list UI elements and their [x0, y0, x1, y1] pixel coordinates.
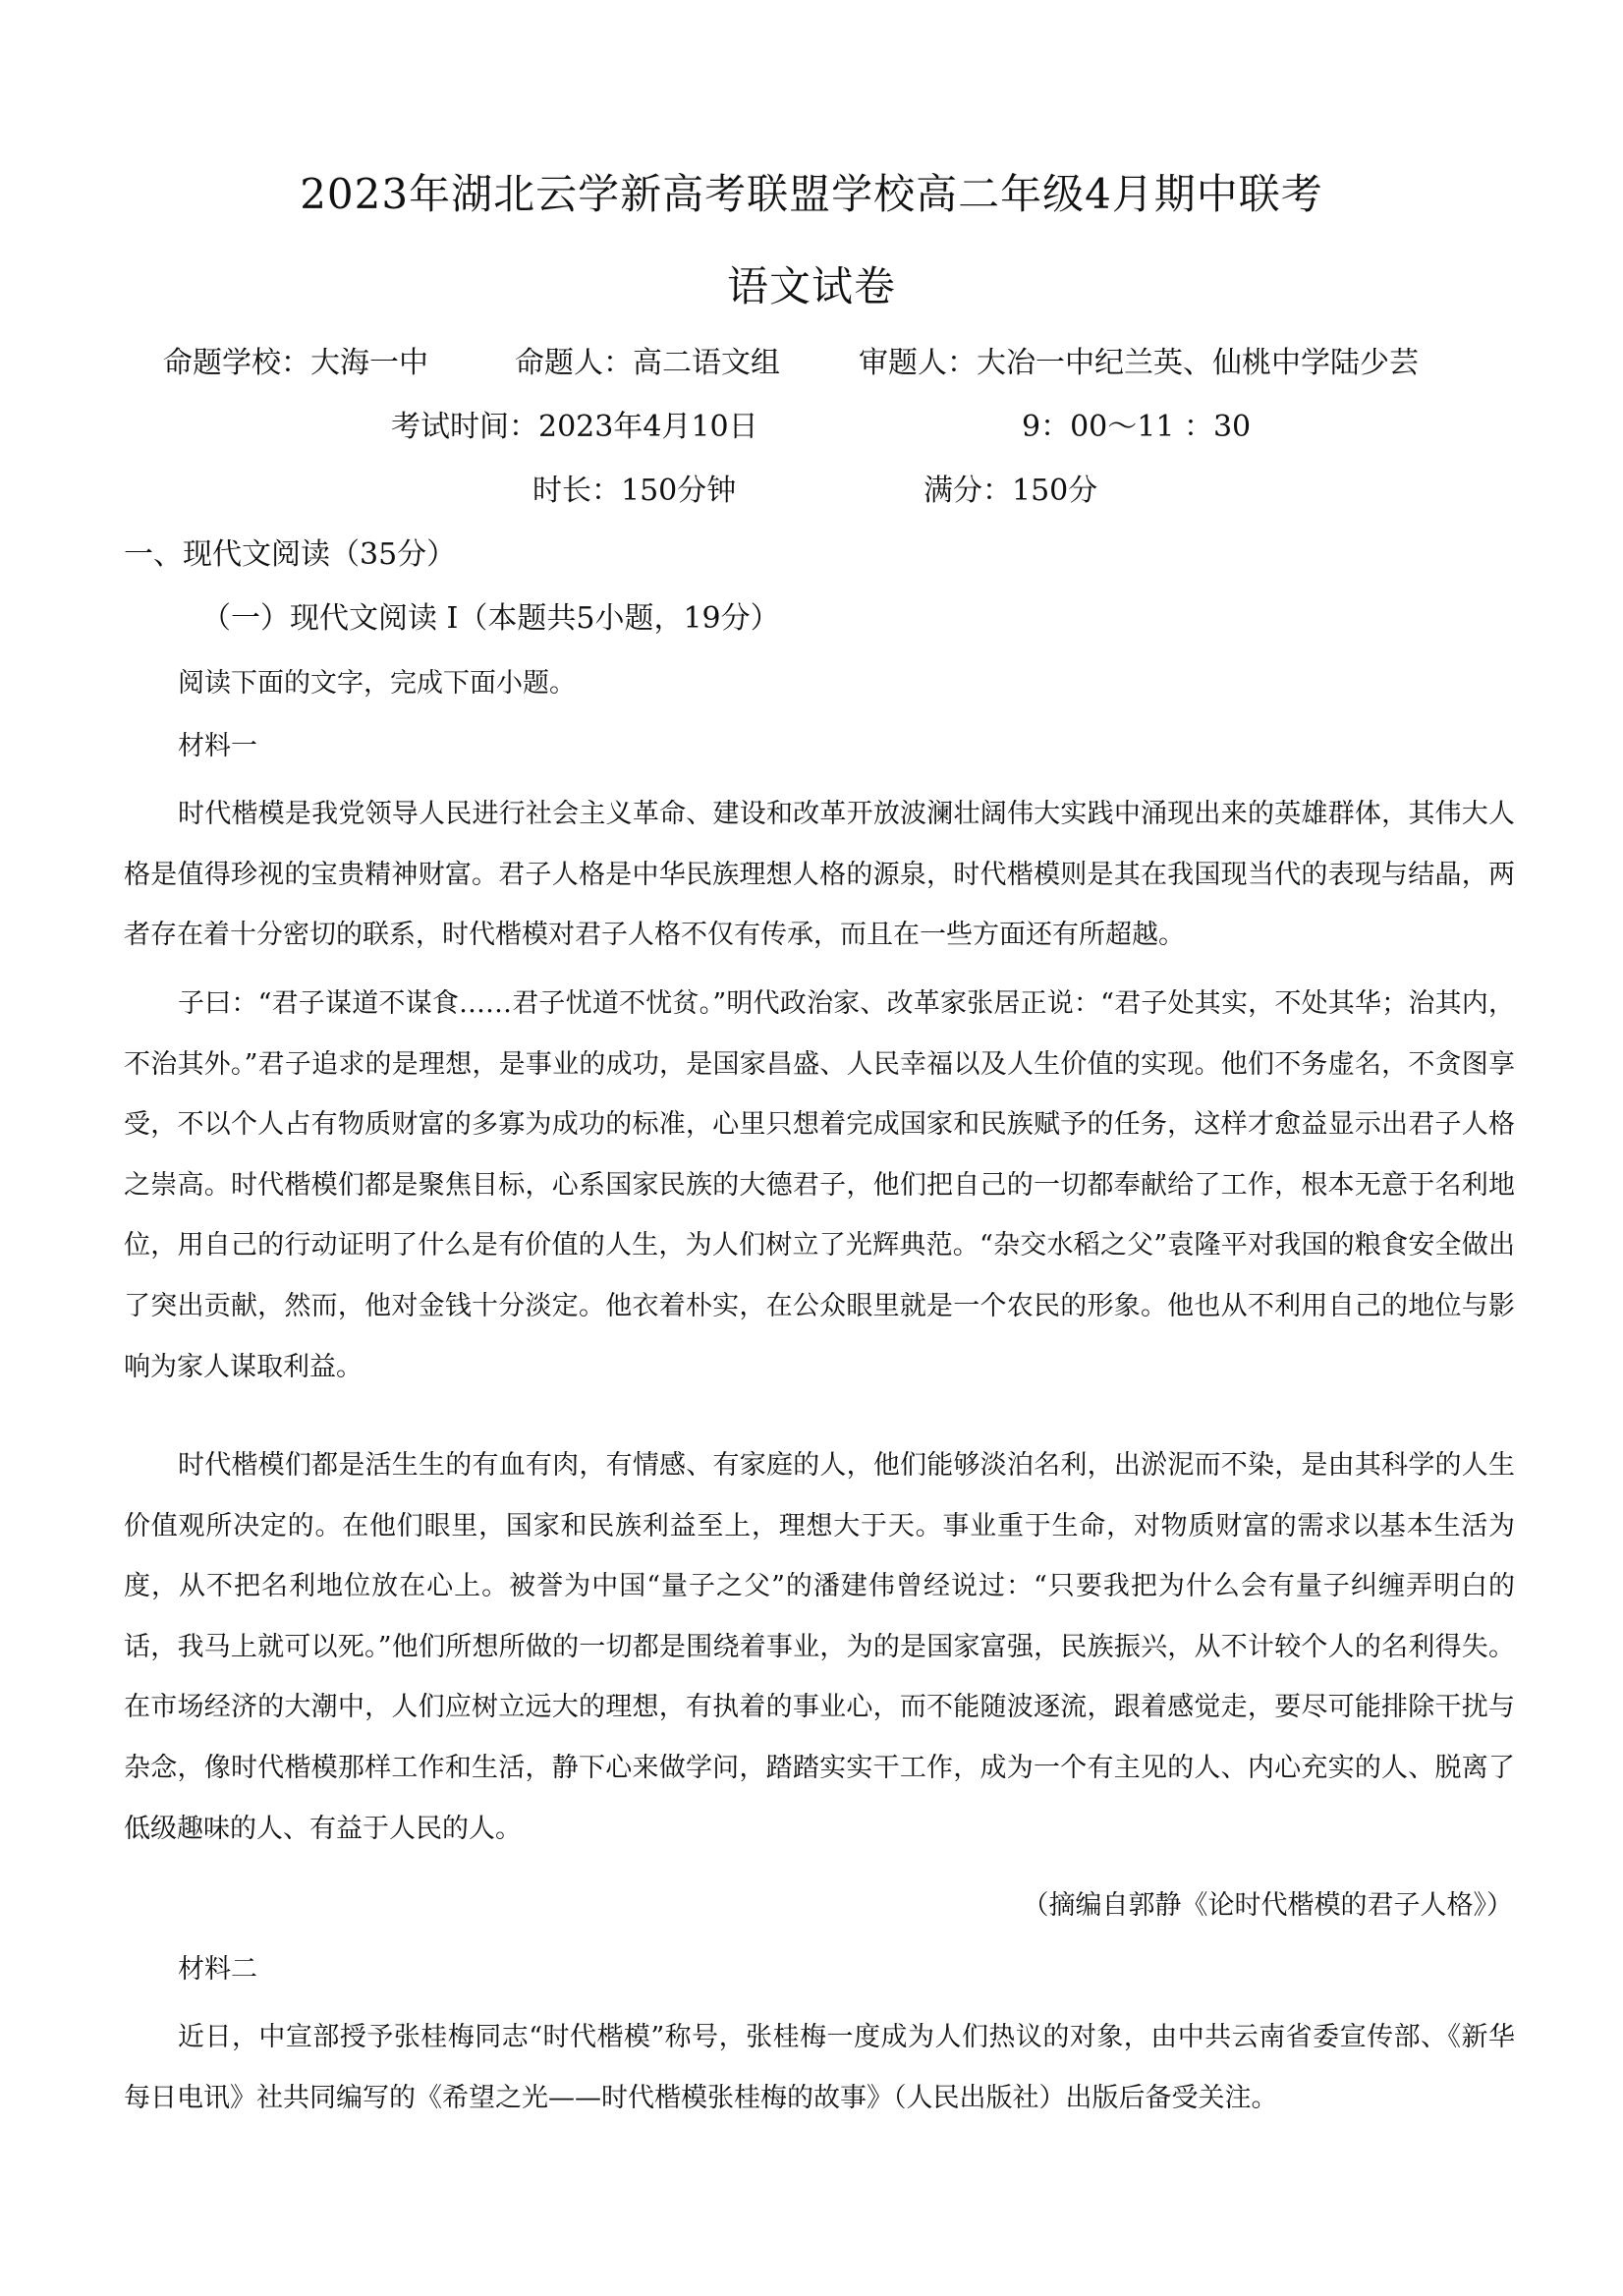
meta-school: 命题学校：大海一中 [163, 346, 428, 380]
material-1-paragraph: 子曰：“君子谋道不谋食……君子忧道不忧贫。”明代政治家、改革家张居正说：“君子处其实，不处其华；治其内，不治其外。”君子追求的是理想，是事业的成功，是国家昌盛、人民幸福以及人生价值的实现。他们不务虚名，不贪图享受，不以个人占有物质财富的多寡为成功的标准，心里只想着完成国家和民族赋予的任务，这样才愈益显示出君子人格之崇高。时代楷模们都是聚焦目标，心系国家民族的大德君子，他们把自己的一切都奉献给了工作，根本无意于名利地位，用自己的行动证明了什么是有价值的人生，为人们树立了光辉典范。“杂交水稻之父”袁隆平对我国的粮食安全做出了突出贡献，然而，他对金钱十分淡定。他衣着朴实，在公众眼里就是一个农民的形象。他也从不利用自己的地位与影响为家人谋取利益。 [124, 988, 1515, 1382]
section-heading: 一、现代文阅读（35分） [124, 537, 457, 572]
part-heading: （一）现代文阅读 I（本题共5小题，19分） [201, 601, 780, 636]
meta-exam-date: 考试时间：2023年4月10日 [391, 410, 758, 444]
exam-title: 2023年湖北云学新高考联盟学校高二年级4月期中联考 [300, 170, 1323, 218]
material-1-paragraph: 时代楷模们都是活生生的有血有肉，有情感、有家庭的人，他们能够淡泊名利，出淤泥而不染，是由其科学的人生价值观所决定的。在他们眼里，国家和民族利益至上，理想大于天。事业重于生命，对物质财富的需求以基本生活为度，从不把名利地位放在心上。被誉为中国“量子之父”的潘建伟曾经说过：“只要我把为什么会有量子纠缠弄明白的话，我马上就可以死。”他们所想所做的一切都是围绕着事业，为的是国家富强，民族振兴，从不计较个人的名利得失。在市场经济的大潮中，人们应树立远大的理想，有执着的事业心，而不能随波逐流，跟着感觉走，要尽可能排除干扰与杂念，像时代楷模那样工作和生活，静下心来做学问，踏踏实实干工作，成为一个有主见的人、内心充实的人、脱离了低级趣味的人、有益于人民的人。 [124, 1450, 1515, 1844]
material-2-label: 材料二 [178, 1954, 257, 1985]
meta-duration: 时长：150分钟 [532, 474, 737, 508]
meta-exam-time: 9：00～11 ：30 [1022, 410, 1252, 444]
material-1-label: 材料一 [178, 731, 257, 761]
meta-reviewer: 审题人：大冶一中纪兰英、仙桃中学陆少芸 [859, 346, 1419, 380]
material-1-paragraph: 时代楷模是我党领导人民进行社会主义革命、建设和改革开放波澜壮阔伟大实践中涌现出来的英雄群体，其伟大人格是值得珍视的宝贵精神财富。君子人格是中华民族理想人格的源泉，时代楷模则是其在我国现当代的表现与结晶，两者存在着十分密切的联系，时代楷模对君子人格不仅有传承，而且在一些方面还有所超越。 [124, 799, 1515, 951]
material-2-paragraph: 近日，中宣部授予张桂梅同志“时代楷模”称号，张桂梅一度成为人们热议的对象，由中共云南省委宣传部、《新华每日电讯》社共同编写的《希望之光——时代楷模张桂梅的故事》（人民出版社）出版后备受关注。 [124, 2022, 1515, 2113]
meta-author: 命题人：高二语文组 [515, 346, 780, 380]
material-1-source: （摘编自郭静《论时代楷模的君子人格》） [1022, 1890, 1513, 1921]
exam-subtitle: 语文试卷 [726, 262, 896, 310]
meta-full-score: 满分：150分 [923, 474, 1098, 508]
reading-instruction: 阅读下面的文字，完成下面小题。 [178, 668, 576, 699]
